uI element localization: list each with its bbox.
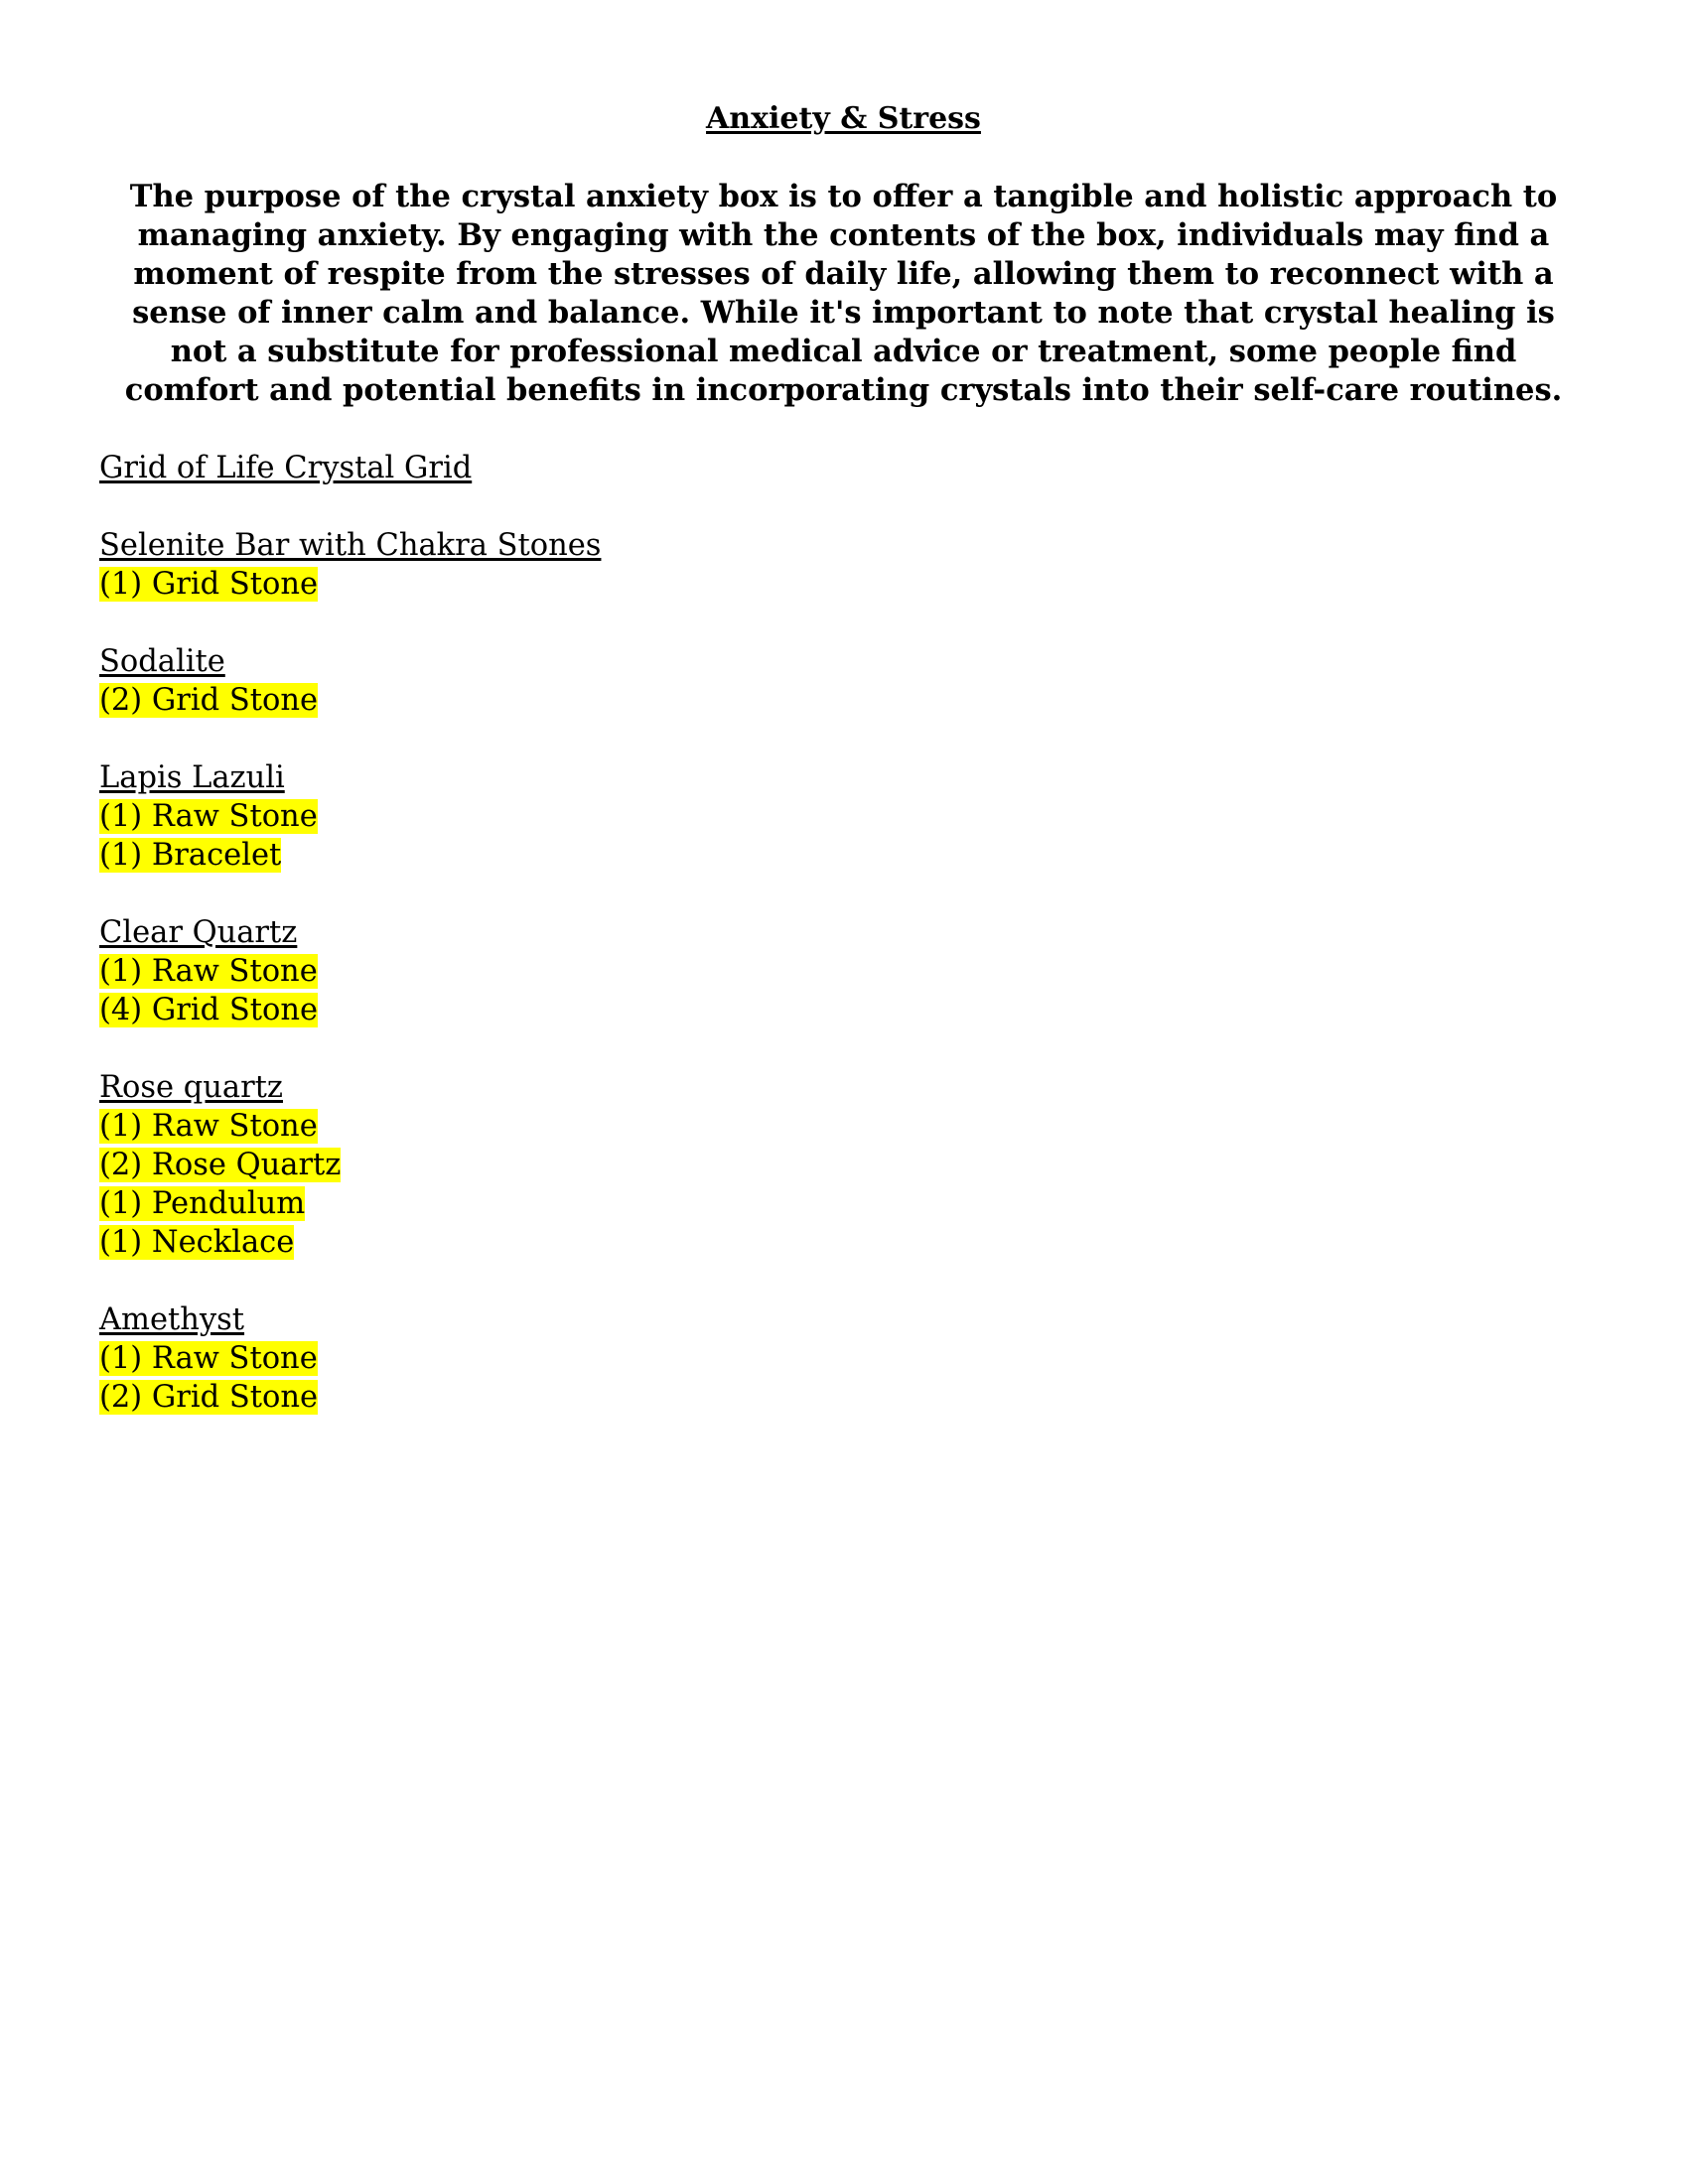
crystal-heading: Clear Quartz	[99, 915, 298, 950]
highlighted-text: (1) Raw Stone	[99, 1109, 318, 1144]
crystal-group	[99, 1068, 993, 1262]
crystal-group	[99, 1300, 993, 1417]
crystal-item	[99, 1339, 993, 1378]
crystal-item	[99, 565, 993, 604]
highlighted-text: (4) Grid Stone	[99, 993, 319, 1027]
crystal-heading: Sodalite	[99, 644, 225, 679]
crystal-item	[99, 1146, 993, 1184]
crystal-heading: Lapis Lazuli	[99, 760, 285, 795]
highlighted-text: (1) Necklace	[99, 1225, 295, 1260]
highlighted-text: (1) Raw Stone	[99, 799, 318, 834]
crystal-group	[99, 526, 993, 604]
crystal-group	[99, 758, 993, 875]
crystal-item	[99, 1378, 993, 1417]
crystal-heading: Amethyst	[99, 1302, 245, 1337]
crystal-item	[99, 681, 993, 720]
crystal-item	[99, 952, 993, 991]
crystal-heading: Selenite Bar with Chakra Stones	[99, 528, 602, 563]
crystal-item	[99, 797, 993, 836]
highlighted-text: (1) Bracelet	[99, 838, 282, 873]
crystal-list	[99, 449, 993, 1455]
highlighted-text: (2) Grid Stone	[99, 683, 319, 718]
document-title: Anxiety & Stress	[706, 101, 981, 136]
crystal-item	[99, 1107, 993, 1146]
crystal-group	[99, 913, 993, 1029]
crystal-group	[99, 642, 993, 720]
crystal-item	[99, 991, 993, 1029]
crystal-group	[99, 449, 993, 487]
highlighted-text: (1) Pendulum	[99, 1186, 306, 1221]
crystal-item	[99, 836, 993, 875]
crystal-heading: Rose quartz	[99, 1070, 283, 1105]
highlighted-text: (2) Grid Stone	[99, 1380, 319, 1415]
highlighted-text: (1) Grid Stone	[99, 567, 319, 602]
crystal-item	[99, 1184, 993, 1223]
crystal-item	[99, 1223, 993, 1262]
crystal-heading: Grid of Life Crystal Grid	[99, 451, 473, 485]
highlighted-text: (1) Raw Stone	[99, 1341, 318, 1376]
intro-paragraph: The purpose of the crystal anxiety box is to offer a tangible and holistic approach to managing anxiety. By engaging with the contents of the box, individuals may find a moment of respite from the stresses of daily life, allowing them to reconnect with a sense of inner calm and balance. While it's important to note that crystal healing is not a substitute for professional medical advice or treatment, some people find comfort and potential benefits in incorporating crystals into their self-care routines.	[124, 179, 1563, 408]
highlighted-text: (1) Raw Stone	[99, 954, 318, 989]
highlighted-text: (2) Rose Quartz	[99, 1148, 342, 1182]
